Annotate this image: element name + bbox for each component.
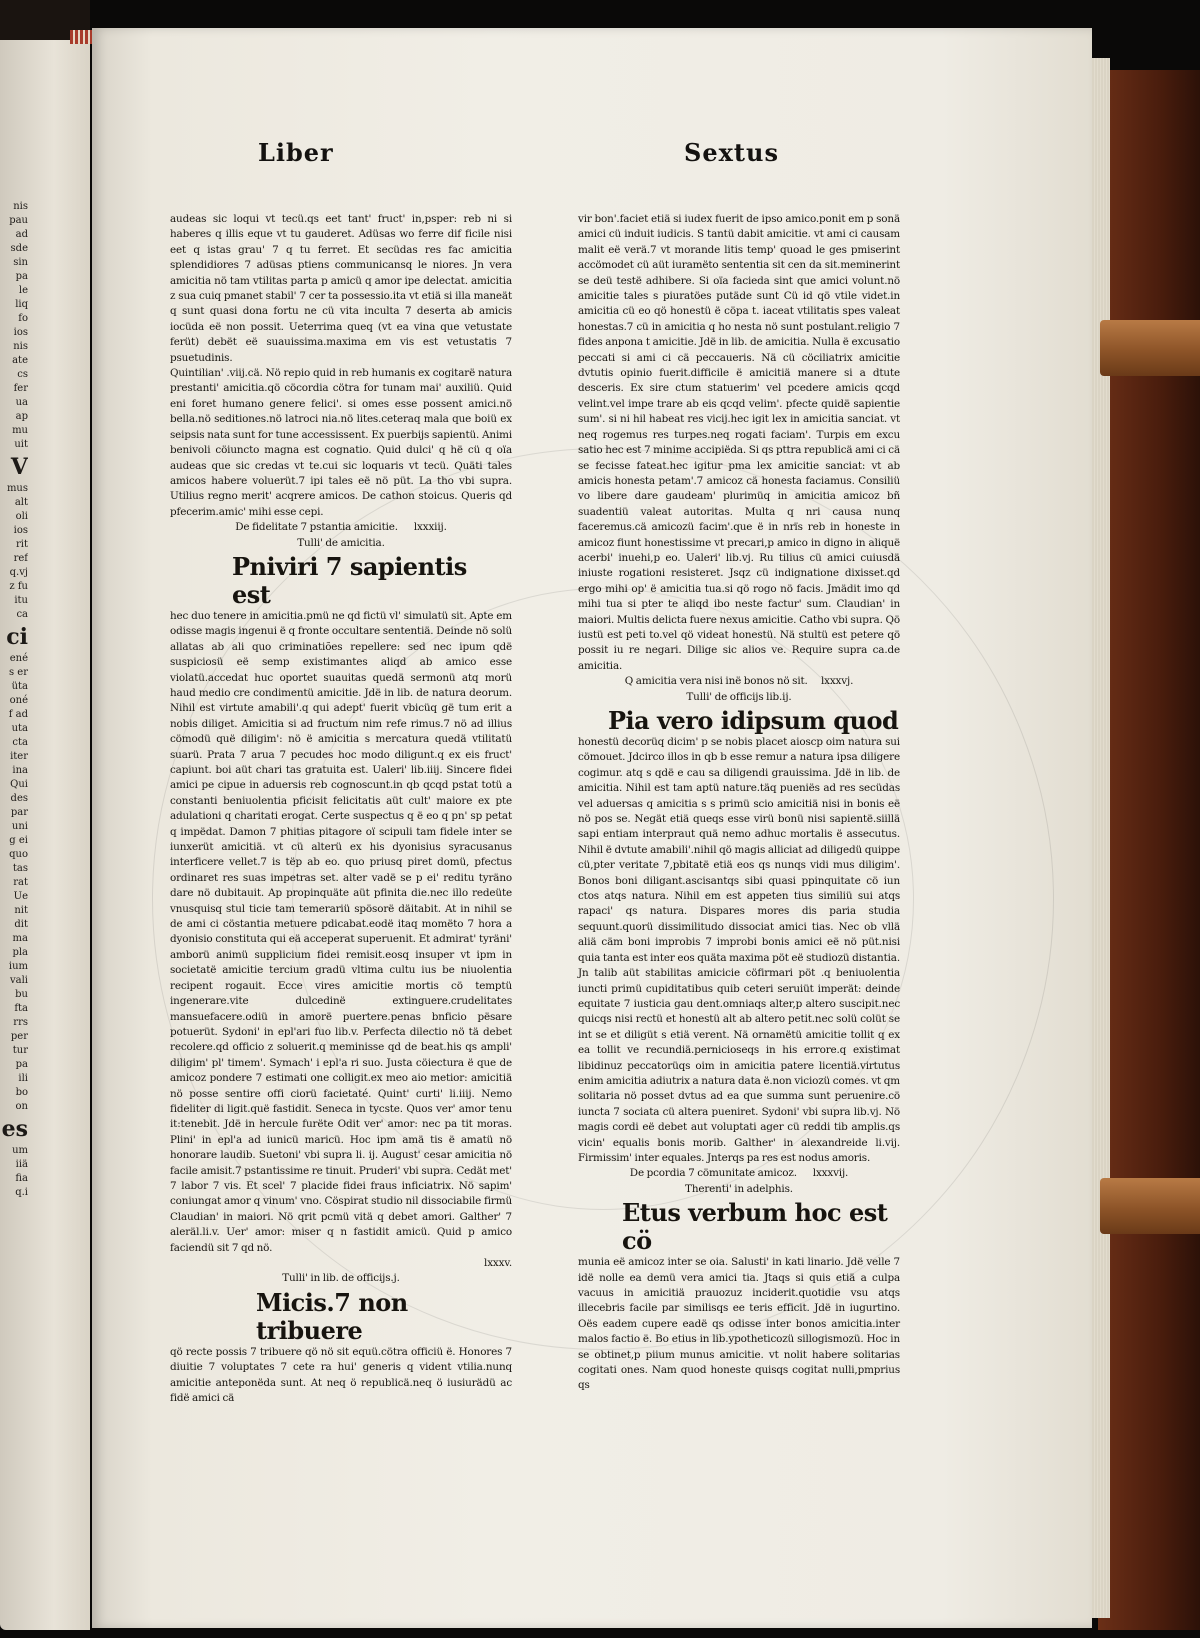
chapter-title: Q amicitia vera nisi inë bonos nö sit. (624, 675, 808, 688)
left-page-fragment: cs (17, 369, 28, 380)
left-page-fragment: ap (15, 411, 28, 422)
source-reference: Tulli' in lib. de officijs.j. (282, 1272, 400, 1285)
left-page-fragment: cta (12, 737, 28, 748)
left-page-fragment: liq (15, 299, 28, 310)
chapter-title: De pcordia 7 cömunitate amicoz. (629, 1167, 797, 1180)
left-page-fragment: ref (13, 553, 28, 564)
left-page-fragment: bo (15, 1087, 28, 1098)
left-page-fragment: ios (13, 327, 28, 338)
left-page-fragment: ca (16, 609, 28, 620)
paragraph: hec duo tenere in amicitia.pmü ne qd fictü vl' simulatü sit. Apte em odisse magis ingenui ë q fronte occultare sententiä. Deinde nö solü allatas ab ali quo criminatiões repellere: sed nec ipum qdë suspiciosü eë semp existimantes aliqd ab amico esse violatü.accedat huc oportet suauitas quedä sermonü atq morü haud medio cre condimentü amicitie. Jdë in lib. de natura deorum. Nihil est virtute amabili'.q qui adept' fuerit vbicüq gë tum erit a nobis diliget. Amicitia si ad fructum nim refe rimus.7 nö ad illius cömodü quë diligim': nö ë amicitia s mercatura quedä vtilitatü suarü. Prata 7 arua 7 pecudes hoc modo diligunt.q ex eis fruct' capiunt. boi aüt chari tas gratuita est. Ualeri' lib.iiij. Sincere fidei amici pe cipue in aduersis reb cognoscunt.in qb qcqd pstat totü a constanti beniuolentia pficisit felicitatis aüt cult' maiore ex pte adulationi q charitati erogat. Certe suspectus q ë eo q pn' sp petat q impëdat. Damon 7 phitias pitagore oï scipuli tam fidele inter se iunxerüt amicitiä. vt cü alterü ex his dyonisius syracusanus interficere vellet.7 is tëp ab eo. quo priusq piret domü, pfectus ordinaret res suas impetras set. alter vadë se p ei' reditu tyräno dare nö dubitauit. Ap propinquäte aüt pfinita die.nec illo redeüte vnusquisq stul ticie tam temerariü spösorë däitabit. At in nihil se de ami ci cöstantia metuere pdicabat.eodë itaq momëto 7 hora a dyonisio constituta qui eä acceperat superuenit. Et admirat' tyräni' amborü animü supplicium fidei remisit.eosq insuper vt ipm in societatë amicitie tercium gradü vltima cultu ius be niuolentia recipent rogauit. Ecce vires amicitie mortis cö temptü ingenerare.vite dulcedinë extinguere.crudelitates mansuefacere.odiü in amorë puertere.penas bnficio pësare potuerüt. Sydoni' in epl'ari fuo lib.v. Perfecta dilectio nö tä debet recolere.qd officio z soluerit.q meminisse qd de beat.his qs ampli' diligim' pl' timem'. Symach' i epl'a ri suo. Justa cöiectura ë que de amicoz pondere 7 estimati one colligit.ex meo aio metior: amicitiä nö posse sentire offi ciorü facietaté. Quint' curti' li.iiij. Nemo fideliter di ligit.quë fastidit. Seneca in tycste. Quos ver' amor tenu it:tenebit. Jdë in hercule furëte Odit ver' amor: nec pa tit moras. Plini' in epl'a ad iunicü maricü. Hoc ipm amä tis ë amatü nö honorare laudib. Suetoni' vbi supra li. ij. August' cesar amicitia nö facile amisit.7 pstantissime re tinuit. Pruderi' vbi supra. Cedät met' 7 labor 7 vis. Et scel' 7 placide fidei fraus inficiatrix. Nö sapim' coniungat amor q vinum' vno. Cöspirat studio nil dissociabile firmü Claudian' in maiori. Nö qrit pcmü vitä q debet amori. Galther' 7 aleräl.li.v. Uer' amor: miser q n fastidit amicü. Quid p amico faciendü sit 7 qd nö. (170, 609, 512, 1254)
left-page-fragment: ené (9, 653, 28, 664)
left-page-fragment: ina (12, 765, 28, 776)
leather-strap-lower (1100, 1178, 1200, 1234)
left-text-column (170, 212, 512, 1406)
left-page-fragment: Ue (13, 891, 28, 902)
left-page-fragment: uni (11, 821, 28, 832)
chapter-initial-heading: Micis.7 non tribuere (256, 1287, 408, 1345)
left-page-fragment: um (12, 1145, 28, 1156)
left-page-fragment: pau (9, 215, 28, 226)
chapter-heading (170, 520, 512, 535)
left-page-fragment: le (18, 285, 28, 296)
left-page-fragment: rat (13, 877, 28, 888)
paragraph: munia eë amicoz inter se oia. Salusti' in kati linario. Jdë velle 7 idë nolle ea demü vera amici tia. Jtaqs si quis etiä a culpa vacuus in amicitiä prauozuz inciderit.quotidie vsu atqs illecebris facile par similisqs ee teris efficit. Jdë in iugurtino. Oës eadem cupere eadë qs odisse inter bonos amicitia.inter malos factio ë. Bo etius in lib.ypotheticozü sillogismozü. Hoc in se obtinet,p piium munus amicitie. vt nolit habere solitarias cogitati ones. Nam quod honeste quisqs cogitat nulli,pmprius qs (578, 1256, 900, 1392)
paragraph: audeas sic loqui vt tecü.qs eet tant' fruct' in,psper: reb ni si haberes q illis eque vt tu gauderet. Adüsas wo ferre dif ficile nisi eet q istas grau' 7 q tu ferret. Et secüdas res fac amicitia splendidiores 7 adüsas ptiens communicansq le niores. Jn vera amicitia nö tam vtilitas parta p amicü q amor ipe delectat. amicitia z sua cuiq pmanet stabil' 7 cer ta possessio.ita vt etiä si illa maneät q sunt quasi dona fortu ne cü vita inculta 7 deserta ab amicis iocüda eë non possit. Ueterrima queq (vt ea vina que vetustate ferüt) debët eë suauissima.maxima em vis est vetustatis 7 psuetudinis. (170, 213, 512, 364)
left-page-fragment: quo (9, 849, 28, 860)
left-page-fragment: tur (12, 1045, 28, 1056)
left-page-fragment: iter (10, 751, 28, 762)
left-page-fragment: z fu (9, 581, 28, 592)
left-page-fragment: tas (12, 863, 28, 874)
left-page-fragment: uta (11, 723, 28, 734)
chapter-initial-heading: Etus verbum hoc est cö (622, 1198, 888, 1256)
chapter-number: lxxxiij. (413, 521, 447, 534)
left-page-fragment: fo (18, 313, 28, 324)
left-page-fragment: nit (14, 905, 28, 916)
chapter-heading (578, 1166, 900, 1181)
left-page-fragment: sin (13, 257, 28, 268)
left-page-fragment: g ei (9, 835, 28, 846)
left-page-fragment: dit (14, 919, 28, 930)
chapter-number: lxxxvj. (820, 675, 854, 688)
left-page-fragment: f ad (8, 709, 28, 720)
running-title-liber: Liber (258, 138, 334, 167)
paragraph: honestü decorüq dicim' p se nobis placet aioscp oim natura sui cömouet. Jdcirco illos in qb b esse remur a natura ipsa diligere cogimur. atq s qdë e cau sa diligendi grauissima. Jdë in lib. de amicitia. Nihil est tam aptü nature.täq pueniës ad res secüdas vel aduersas q amicitia s s primü scio amicitiä nisi in bonis eë nö pos se. Negät etiä queqs esse virü bonü nisi sapientë.siillä sapi entiam interpraut quä nemo adhuc mortalis ë assecutus. Nihil ë dvtute amabili'.nihil qö magis alliciat ad diligedü quippe cü,pter veritate 7,pbitatë etiä eos qs nunqs vidi mus diligim'. Bonos boni diligant.ascisantqs sibi quasi ppinquitate cö iun ctos atqs natura. Nihil em est appeten tius similiü sui atqs rapaci' qs natura. Dispares mores dis paria studia sequunt.quorü dissimilitudo dissociat amici tias. Nec ob vllä aliä cäm boni improbis 7 improbi bonis amici eë nö püt.nisi quia tanta est inter eos quäta maxima pöt eë studiozü distantia. Jn talib aüt stabilitas amicicie cöfirmari pöt .q beniuolentia iuncti primü cupiditatibus quib ceteri seruiüt imperät: deinde equitate 7 iusticia gau dent.omniaqs alter,p altero suscipit.nec quicqs nisi rectü et honestü alt ab altero petit.nec solü colüt se int se et diligüt s etiä verent. Nä ornamëtü amicitie tollit q ex ea tollit ve recundiä.pernicioseqs in his errore.q existimat libidinuz peccatorüqs oim in amicitia patere licentiä.virtutus enim amicitia adiutrix a natura data ë.non viciozü comes. vt qm solitaria nö posset dvtus ad ea que summa sunt peruenire.cö iuncta 7 sociata cü altera pueniret. Sydoni' vbi supra lib.vj. Nö magis cordi eë debet aut voluptati ager cü reddi tib amplis.qs vicin' equalis bonis morib. Galther' in alexandreide li.vij. Firmissim' inter equales. Jnterqs pa res est nodus amoris. (578, 736, 900, 1164)
chapter-number: lxxxv. (484, 1257, 512, 1269)
left-page-fragment: on (15, 1101, 28, 1112)
left-page-fragment: ili (18, 1073, 28, 1084)
left-page-fragment: es (1, 1116, 28, 1142)
leather-strap-upper (1100, 320, 1200, 376)
left-page-fragment: ate (12, 355, 28, 366)
left-page-fragment: nis (13, 341, 28, 352)
paragraph: vir bon'.faciet etiä si iudex fuerit de ipso amico.ponit em p sonä amici cü induit iudicis. S tantü dabit amicitie. vt ami ci causam malit eë verä.7 vt morande litis temp' quoad le ges pmiserint accömodet cü aüt iuramëto sententia sit cen da sit.meminerint se deü testë adhibere. Si oïa facieda sint que amici volunt.nö amicitie tales s piuratöes putäde sunt Cü id qö vtile videt.in amicitia cü eo qö honestü ë cöpa t. iaceat vtilitatis spes valeat honestas.7 cü in amicitia q ho nesta nö sunt postulant.religio 7 fides anpona t amicitie. Jdë in lib. de amicitia. Nulla ë excusatio peccati si ami ci cä peccaueris. Nä cü cöciliatrix amicitie dvtutis opinio fuerit.difficile ë amicitiä manere si a dtute desceris. Ex sire ctum statuerim' vel pcedere amicis qcqd velint.vel impe trare ab eis qcqd velim'. pfecte quidë sapientie sum'. si ni hil habeat res vicij.hec igit lex in amicitia sanciat. vt neq rogemus res turpes.neq rogati faciam'. Turpis em excu satio hec est 7 minime accipiëda. Si qs pttra republicä ami ci cä se fecisse fateat.hec igitur pma lex amicitie sanciat: vt ab amicis honesta petam'.7 amicoz cä honesta faciamus. Consiliü vo libere dare gaudeam' plurimüq in amicitia amicoz bñ suadentiü valeat autoritas. Multa q nri causa nunq faceremus.cä amicozü facim'.que ë in nrïs reb in honeste in amicoz fiunt honestissime vt precari,p amico in digno in aliquë acerbi' inuehi,p eo. Ualeri' lib.vj. Ru tilius cü amici cuiusdä iniuste rogationi resisteret. Jsqz cü indignatione dixisset.qd ergo mihi op' ë amicitia tua.si qö rogo nö facis. Jmädit imo qd mihi tua si pter te aliqd ibo neste factur' sum. Claudian' in maiori. Multis delicta fuere nexus amicitie. Catho vbi supra. Qö iustü est peti to.vel qö videat honestü. Nä stultü est petere qö possit iu re negari. Dilige sic alios ve. Require supra ca.de amicitia. (578, 213, 900, 672)
left-page-fragment: uit (14, 439, 28, 450)
paragraph: qö recte possis 7 tribuere qö nö sit equü.cötra officiü ë. Honores 7 diuitie 7 voluptates 7 cete ra hui' generis q vident vtilia.nunq amicitie anteponëda sunt. At neq ö republicä.neq ö iusiurädü ac fidë amici cä (170, 1345, 512, 1405)
left-page-fragment: ad (15, 229, 28, 240)
left-page-fragment: üta (11, 681, 28, 692)
left-page-fragment: mu (12, 425, 28, 436)
left-page-fragment: fta (14, 1003, 28, 1014)
left-page-fragment: q.vj (9, 567, 28, 578)
left-page-fragment: ium (8, 961, 28, 972)
left-page-fragment: bu (15, 989, 28, 1000)
left-page-fragment: fia (15, 1173, 28, 1184)
left-page-fragment: par (10, 807, 28, 818)
left-page-fragment: alt (14, 497, 28, 508)
right-text-column (578, 212, 900, 1394)
left-page-fragment: vali (9, 975, 28, 986)
left-page-fragment: rit (16, 539, 28, 550)
left-page-fragment: ci (6, 624, 28, 650)
chapter-title: De fidelitate 7 pstantia amicitie. (235, 521, 398, 534)
left-page-fragment: rrs (13, 1017, 28, 1028)
left-page-fragment: nis (13, 201, 28, 212)
left-page-fragment: oné (9, 695, 28, 706)
left-page-fragment: ios (13, 525, 28, 536)
book-cover-right (1098, 70, 1200, 1630)
left-page-fragment: s er (8, 667, 28, 678)
left-page-fragment: q.i (15, 1187, 28, 1198)
source-reference: Tulli' de amicitia. (297, 536, 385, 549)
left-page-fragment: pla (12, 947, 28, 958)
left-page-fragment: fer (13, 383, 28, 394)
paragraph: Quintilian' .viij.cä. Nö repio quid in reb humanis ex cogitarë natura prestanti' amicitia.qö cöcordia cötra for tunam mai' auxiliü. Quid eni foret humano genere felici'. si omes esse possent amici.nö bella.nö seditiones.nö latroci nia.nö lites.ceteraq mala que boiü ex seipsis nata sunt for tune accessissent. Ex puerbijs sapientü. Animi benivoli cöiuncto magna est cognatio. Quid dulci' q hë cü q oïa audeas que sic credas vt te.cui sic loquaris vt tecü. Quäti tales amicos habere voluerüt.7 ipi tales eë nö püt. La tho vbi supra. Utilius regno merit' acqrere amicos. De cathon stoicus. Queris qd pfecerim.amic' mihi esse cepi. (170, 367, 512, 518)
left-page-fragment: mus (6, 483, 28, 494)
chapter-initial-heading: Pniviri 7 sapientis est (232, 551, 467, 609)
left-page-text-fragments (0, 200, 28, 1200)
left-page-fragment: itu (14, 595, 28, 606)
left-page-fragment: iiä (15, 1159, 28, 1170)
left-page-fragment: V (10, 454, 28, 480)
running-title-sextus: Sextus (684, 138, 779, 167)
left-page-fragment: ma (12, 933, 28, 944)
source-reference: Tulli' de officijs lib.ij. (686, 690, 792, 703)
source-reference: Therenti' in adelphis. (685, 1182, 793, 1195)
chapter-number: lxxxvij. (812, 1167, 849, 1180)
left-page-fragment: sde (10, 243, 28, 254)
chapter-heading (578, 674, 900, 689)
chapter-initial-heading: Pia vero idipsum quod (608, 706, 899, 735)
left-page-fragment: pa (15, 1059, 28, 1070)
left-page-fragment: Qui (10, 779, 28, 790)
left-page-fragment: ua (15, 397, 28, 408)
left-page-fragment: per (10, 1031, 28, 1042)
left-page-fragment: oli (15, 511, 28, 522)
left-page-fragment: des (10, 793, 28, 804)
left-page-fragment: pa (15, 271, 28, 282)
